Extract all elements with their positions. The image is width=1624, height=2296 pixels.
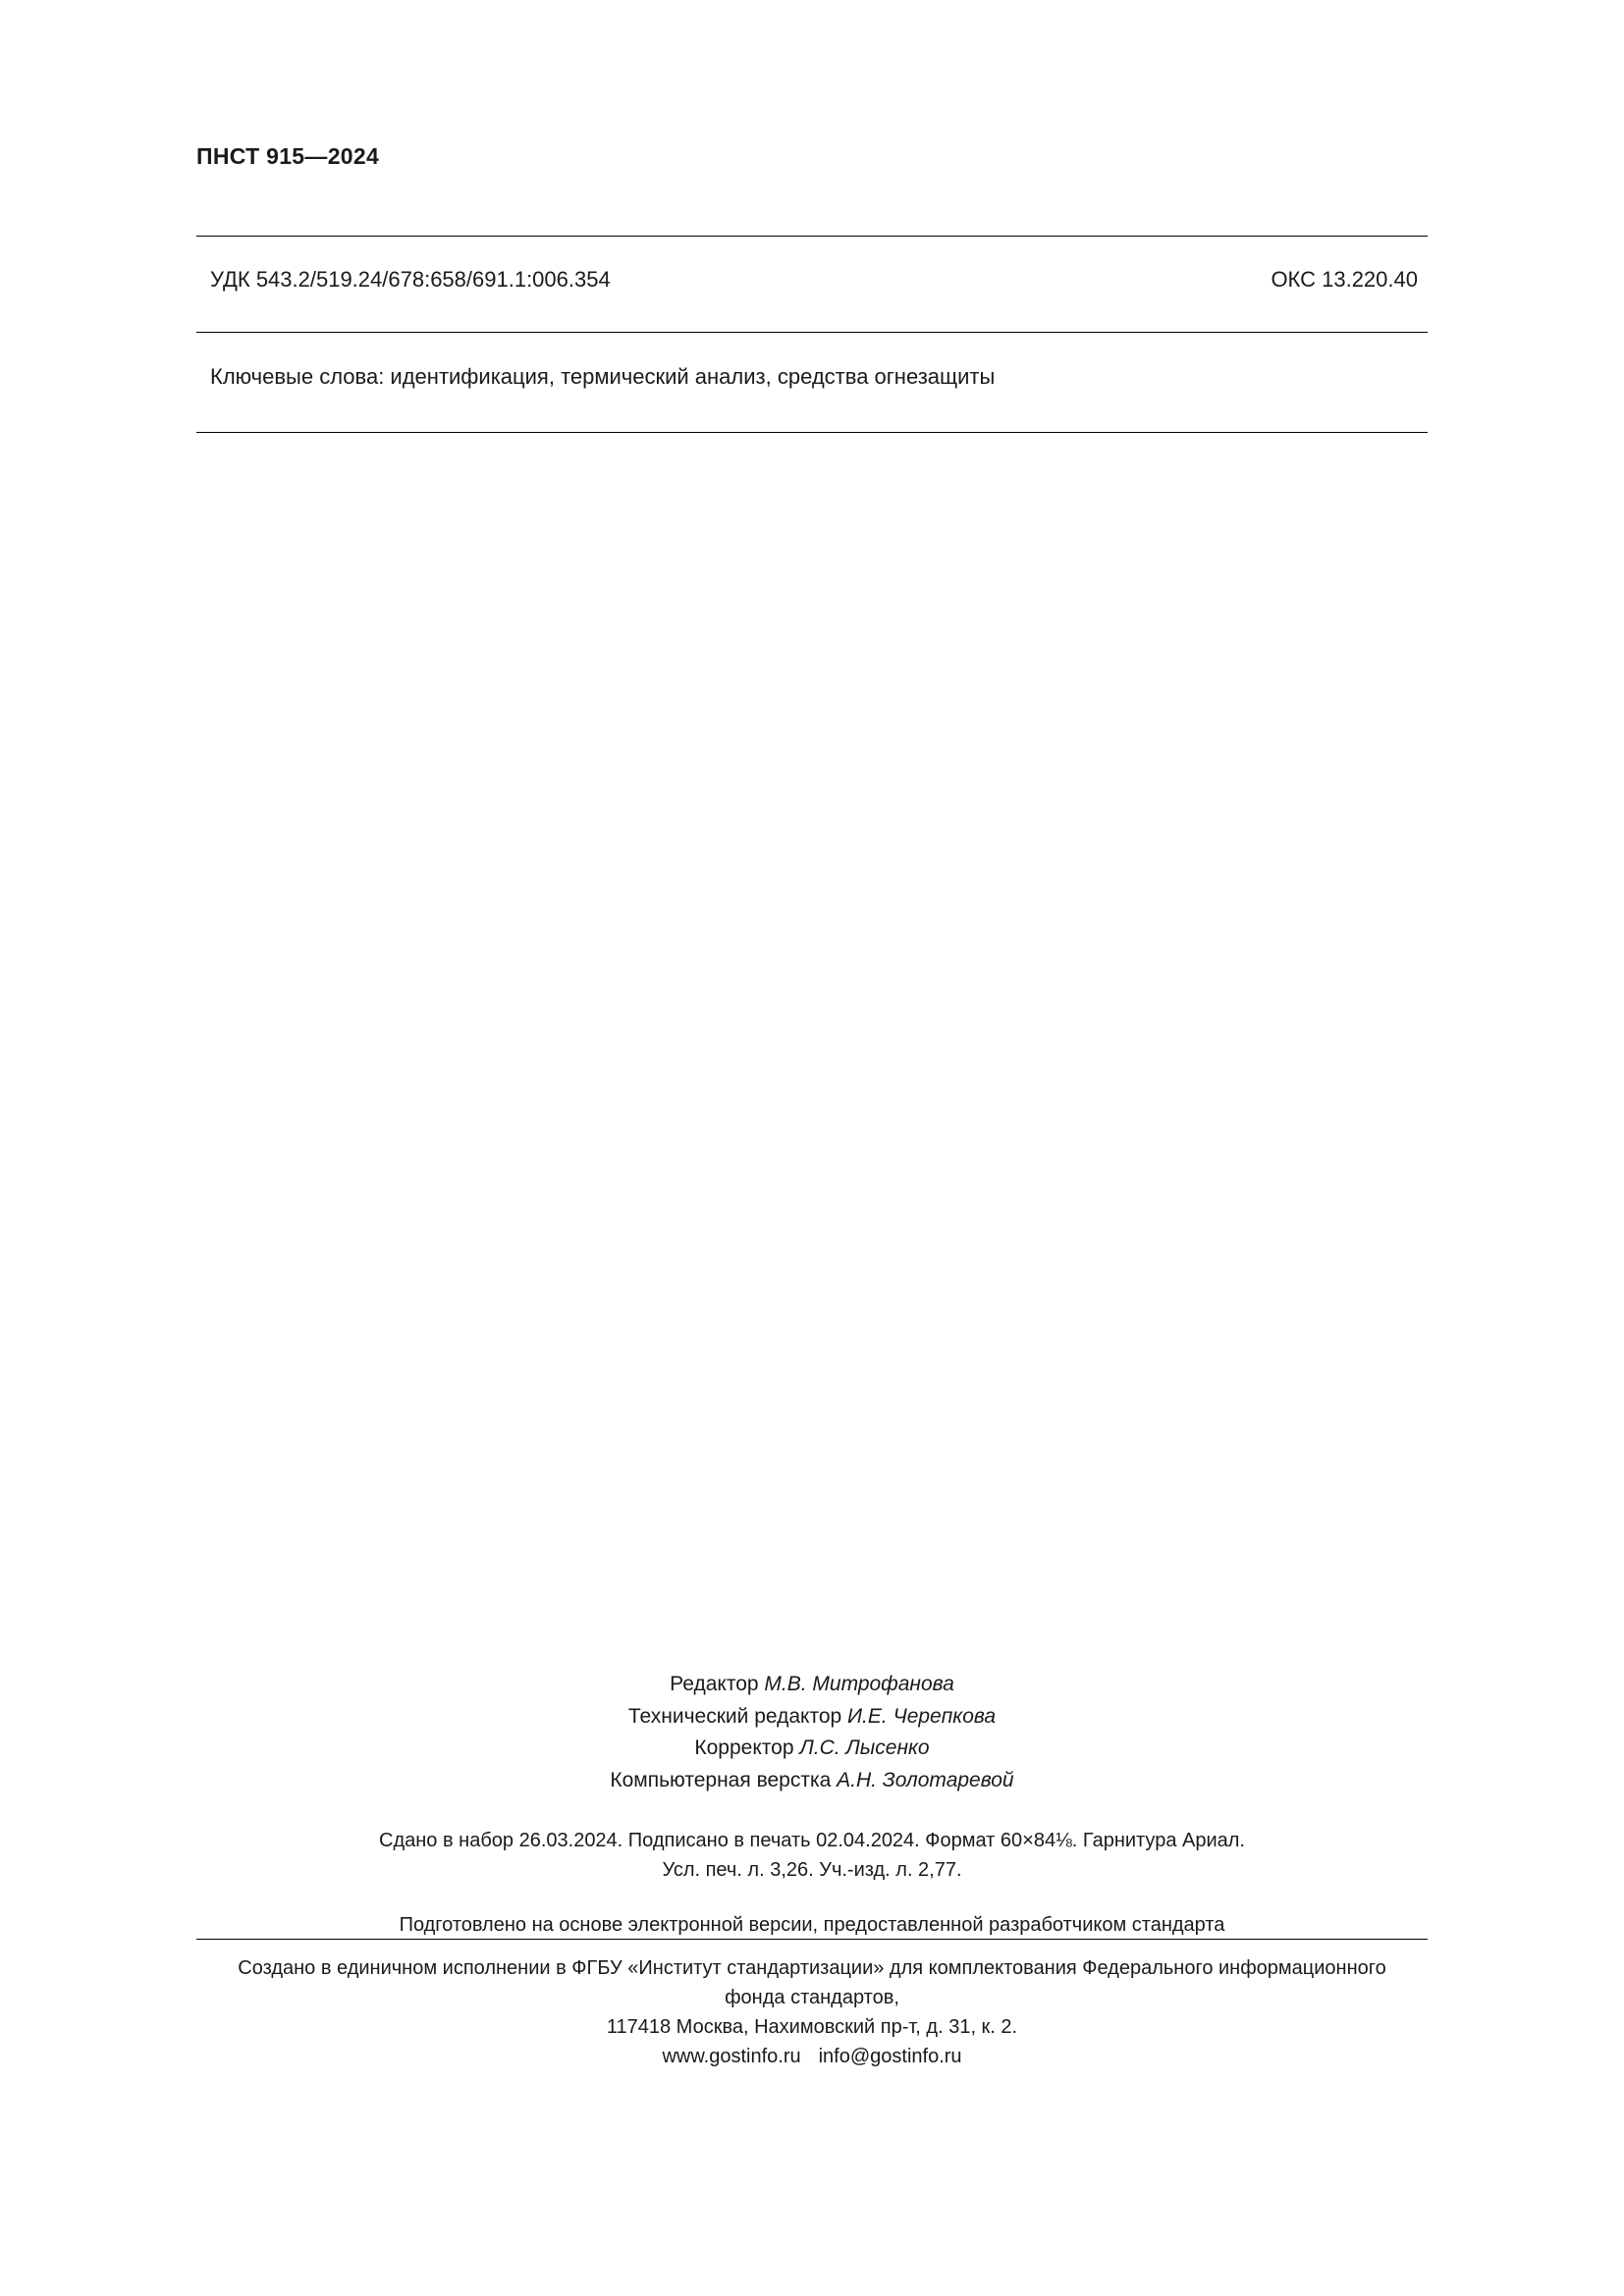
print-info-line-2: Усл. печ. л. 3,26. Уч.-изд. л. 2,77. [662,1859,962,1882]
credit-role: Технический редактор [627,1704,848,1728]
credit-name: М.В. Митрофанова [764,1673,954,1695]
email-link[interactable]: info@gostinfo.ru [818,2046,962,2067]
page-content [196,0,1428,2296]
udk-code: УДК 543.2/519.24/678:658/691.1:006.354 [210,267,611,292]
credit-line [196,1765,1428,1797]
credit-role: Редактор [670,1673,765,1695]
footer-line-2: фонда стандартов, [725,1987,899,2008]
footer-line-1: Создано в единичном исполнении в ФГБУ «Институт стандартизации» для комплектования Федерального информационного [238,1957,1386,1979]
print-info-line-1: Сдано в набор 26.03.2024. Подписано в печать 02.04.2024. Формат 60×84⅛. Гарнитура Ариал. [379,1830,1245,1852]
divider-middle [196,332,1428,333]
standard-number: ПНСТ 915—2024 [196,143,380,169]
divider-top [196,236,1428,237]
contacts-gap [801,2042,819,2071]
credit-line [196,1669,1428,1701]
keywords-line: Ключевые слова: идентификация, термический анализ, средства огнезащиты [210,364,996,389]
prepared-note: Подготовлено на основе электронной версии, предоставленной разработчиком стандарта [399,1914,1225,1937]
udk-oks-row [210,267,1418,293]
credit-name: А.Н. Золотаревой [837,1768,1014,1791]
credits-list [196,1669,1428,1796]
colophon-block [196,1669,1428,1937]
credit-role: Компьютерная верстка [610,1768,838,1791]
footer-address: 117418 Москва, Нахимовский пр-т, д. 31, к. 2. [606,2016,1018,2038]
footer-block [196,1953,1428,2071]
credit-name: И.Е. Черепкова [847,1704,997,1728]
credit-name: Л.С. Лысенко [799,1736,930,1760]
website-link[interactable]: www.gostinfo.ru [662,2046,801,2067]
credit-line [196,1701,1428,1734]
credit-line [196,1733,1428,1765]
oks-code: ОКС 13.220.40 [1271,267,1418,292]
divider-footer [196,1939,1428,1940]
footer-contacts [196,2042,1428,2071]
credit-role: Корректор [694,1736,800,1760]
divider-bottom [196,432,1428,433]
print-info [196,1826,1428,1885]
